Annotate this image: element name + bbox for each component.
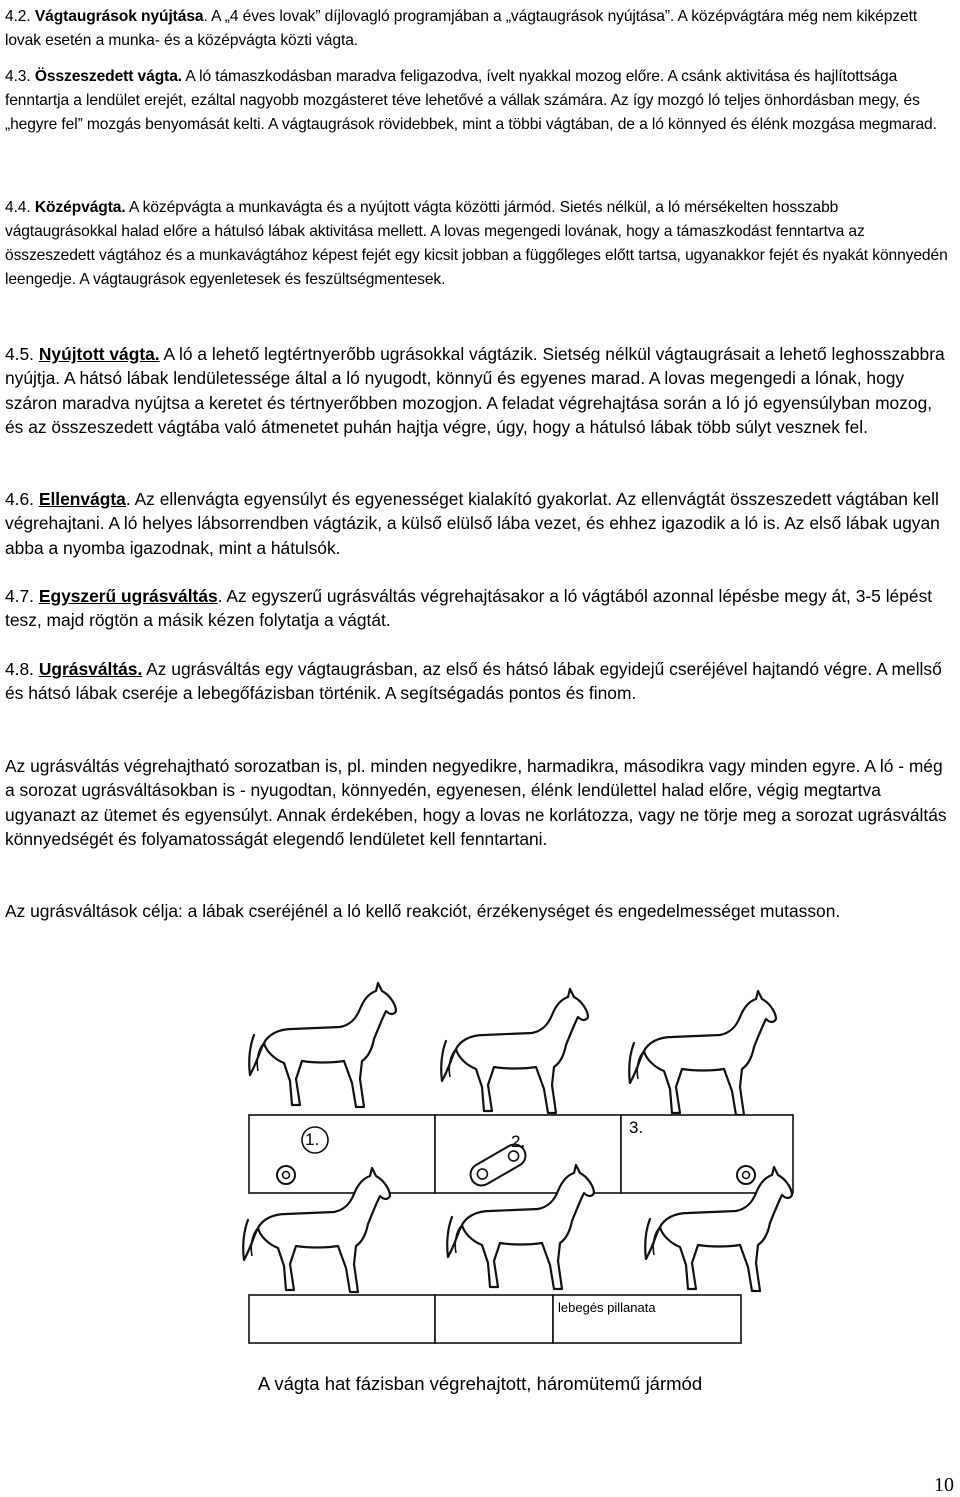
section-4-6 bbox=[5, 487, 953, 560]
phase-panel-1 bbox=[249, 1115, 435, 1193]
section-number: 4.3. bbox=[5, 68, 31, 85]
section-number: 4.4. bbox=[5, 199, 31, 216]
section-title: Vágtaugrások nyújtása bbox=[34, 8, 204, 25]
page-number: 10 bbox=[934, 1474, 954, 1496]
paragraph-purpose bbox=[5, 899, 953, 923]
section-number: 4.6. bbox=[5, 489, 35, 509]
paragraph-text: Az ugrásváltás végrehajtható sorozatban is, pl. minden negyedikre, harmadikra, másodikra vagy minden egyre. A ló - még a sorozat ugrásváltásokban is - nyugodtan, könnyedén, egyenesen, élénk lendülettel halad előre, végig megtartva ugyanazt az ütemet és egyensúlyt. Annak érdekében, hogy a lovas ne korlátozza, vagy ne törje meg a sorozat ugrásváltás könnyedségét és folyamatosságát elegendő lendületet kell fenntartani. bbox=[5, 756, 947, 849]
figure-caption: A vágta hat fázisban végrehajtott, háromütemű jármód bbox=[257, 1373, 703, 1394]
section-title: Összeszedett vágta. bbox=[34, 68, 183, 85]
section-4-5 bbox=[5, 342, 953, 439]
section-4-4 bbox=[5, 196, 953, 292]
phase-number-3: 3. bbox=[629, 1118, 644, 1137]
section-title: Nyújtott vágta. bbox=[38, 344, 160, 364]
phase-panel-2 bbox=[435, 1115, 621, 1193]
section-text: . Az ellenvágta egyensúlyt és egyenességet kialakító gyakorlat. Az ellenvágtát összeszedett vágtában kell végrehajtani. A ló helyes lábsorrendben vágtázik, a külső elülső lába vezet, és ehhez igazodik a ló is. Az első lábak ugyan abba a nyomba igazodnak, mint a hátulsók. bbox=[5, 489, 940, 558]
section-text: A ló a lehető legtértnyerőbb ugrásokkal vágtázik. Sietség nélkül vágtaugrásait a lehető leghosszabbra nyújtja. A hátsó lábak lendületessége által a ló nyugodt, könnyű és egyenes marad. A lovas megengedi a lónak, hogy száron maradva nyújtsa a keretet és tértnyerőbben mozogjon. A feladat végrehajtása során a ló jó egyensúlyban mozog, és az összeszedett vágtába való átmenetet puhán hajtja végre, úgy, hogy a hátulsó lábak több súlyt vesznek fel. bbox=[5, 344, 945, 437]
section-title: Ellenvágta bbox=[38, 489, 126, 509]
paragraph-series-changes bbox=[5, 754, 953, 851]
phase-panel-4 bbox=[249, 1295, 435, 1343]
section-4-3 bbox=[5, 65, 953, 137]
paragraph-text: Az ugrásváltások célja: a lábak cseréjénél a ló kellő reakciót, érzékenységet és engedelmességet mutasson. bbox=[5, 901, 841, 921]
phase-number-2: 2. bbox=[511, 1132, 526, 1151]
section-title: Ugrásváltás. bbox=[38, 659, 143, 679]
section-text: A középvágta a munkavágta és a nyújtott vágta közötti jármód. Sietés nélkül, a ló mérsékelten hosszabb vágtaugrásokkal halad előre a hátulsó lábak aktivitása mellett. A lovas megengedi lovának, hogy a támaszkodást fenntartva az összeszedett vágtához és a munkavágtához képest fejét egy kicsit jobban a függőleges előtt tartsa, ugyanakkor fejét és nyakát könnyedén leengedje. A vágtaugrások egyenletesek és feszültségmentesek. bbox=[5, 199, 948, 288]
suspension-label: lebegés pillanata bbox=[558, 1300, 656, 1315]
phase-panel-5 bbox=[435, 1295, 553, 1343]
section-title: Középvágta. bbox=[34, 199, 126, 216]
section-number: 4.7. bbox=[5, 586, 35, 606]
section-4-7 bbox=[5, 584, 953, 633]
section-4-8 bbox=[5, 657, 953, 706]
section-text: . A „4 éves lovak” díjlovagló programjában a „vágtaugrások nyújtása”. A középvágtára még nem kiképzett lovak esetén a munka- és a középvágta közti vágta. bbox=[5, 8, 918, 49]
phase-number-1: 1. bbox=[305, 1130, 320, 1149]
section-number: 4.2. bbox=[5, 8, 31, 25]
section-text: . Az egyszerű ugrásváltás végrehajtásakor a ló vágtából azonnal lépésbe megy át, 3-5 lépést tesz, majd rögtön a másik kézen folytatja a vágtát. bbox=[5, 586, 933, 631]
section-title: Egyszerű ugrásváltás bbox=[38, 586, 218, 606]
gallop-phases-figure bbox=[238, 965, 958, 1345]
section-text: A ló támaszkodásban maradva feligazodva, ívelt nyakkal mozog előre. A csánk aktivitása és hajlítottsága fenntartja a lendület erejét, ezáltal nagyobb mozgásteret téve lehetővé a vállak számára. Az így mozgó ló teljes önhordásban megy, és „hegyre fel” mozgás benyomását kelti. A vágtaugrások rövidebbek, mint a többi vágtában, de a ló könnyed és élénk mozgása megmarad. bbox=[5, 68, 937, 133]
section-number: 4.8. bbox=[5, 659, 35, 679]
section-4-2 bbox=[5, 5, 953, 53]
section-number: 4.5. bbox=[5, 344, 35, 364]
section-text: Az ugrásváltás egy vágtaugrásban, az első és hátsó lábak egyidejű cseréjével hajtandó végre. A mellső és hátsó lábak cseréje a lebegőfázisban történik. A segítségadás pontos és finom. bbox=[5, 659, 942, 704]
